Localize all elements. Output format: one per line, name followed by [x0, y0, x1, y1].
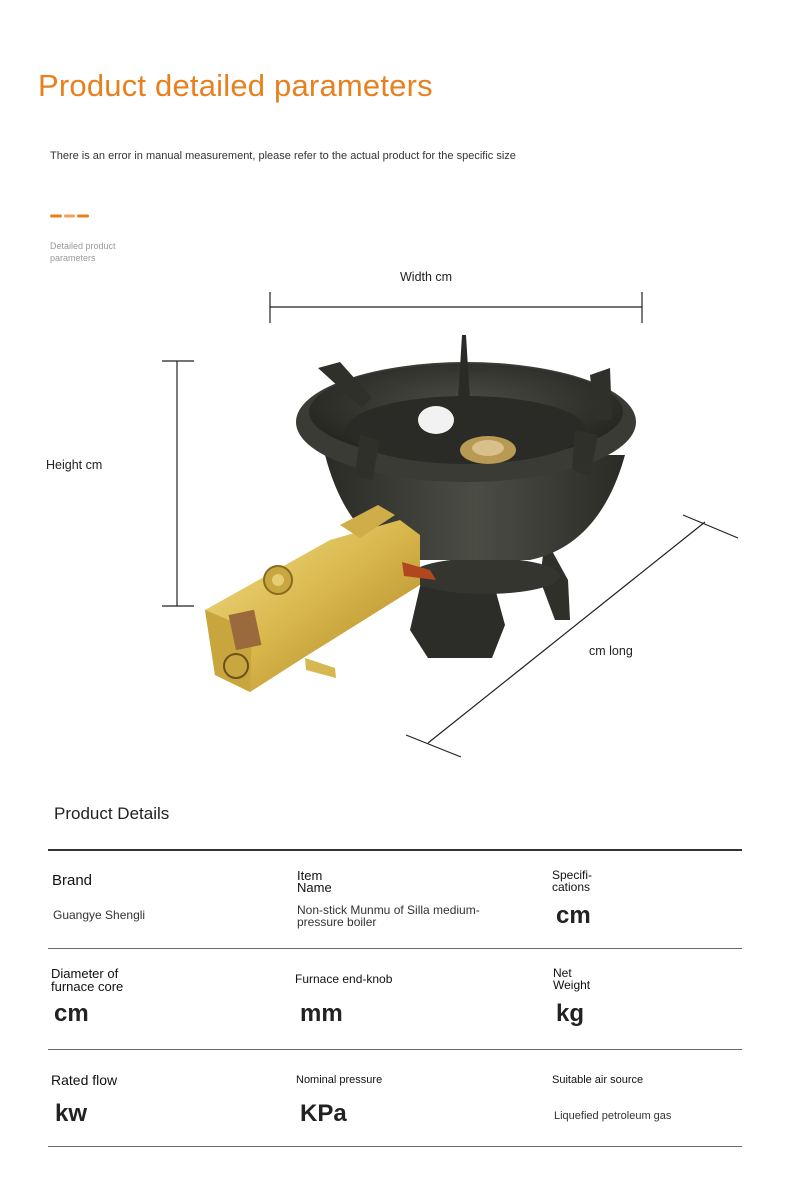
net-weight-label: Net Weight [553, 966, 591, 992]
item-name-label: Item Name [297, 868, 332, 895]
net-weight-value: kg [556, 1000, 585, 1027]
brand-value: Guangye Shengli [53, 908, 146, 922]
section-label: Detailed product parameters [50, 241, 116, 263]
product-details-title: Product Details [54, 804, 170, 823]
width-label: Width cm [400, 270, 453, 284]
page-title: Product detailed parameters [38, 68, 433, 103]
height-label: Height cm [46, 458, 103, 472]
table-row-divider [48, 948, 742, 949]
width-dimension-line [270, 292, 642, 323]
furnace-core-diameter-value: cm [54, 1000, 89, 1027]
specifications-value: cm [556, 902, 591, 929]
table-row-divider [48, 1049, 742, 1050]
item-name-value: Non-stick Munmu of Silla medium-pressure boiler [297, 903, 480, 929]
stove-diagram [0, 280, 790, 770]
height-dimension-line [162, 361, 194, 606]
measurement-note: There is an error in manual measurement, please refer to the actual product for the specific size [50, 150, 516, 162]
nominal-pressure-label: Nominal pressure [296, 1074, 383, 1086]
furnace-end-knob-value: mm [300, 1000, 343, 1027]
length-label: cm long [589, 644, 633, 658]
furnace-end-knob-label: Furnace end-knob [295, 972, 393, 986]
air-source-label: Suitable air source [552, 1074, 644, 1086]
table-top-rule [48, 849, 742, 851]
orange-dash-decoration [50, 214, 90, 218]
brand-label: Brand [52, 872, 93, 889]
brass-valve-assembly [205, 505, 436, 692]
table-bottom-rule [48, 1146, 742, 1147]
nominal-pressure-value: KPa [300, 1100, 347, 1127]
rated-flow-label: Rated flow [51, 1072, 118, 1088]
specifications-label: Specifi-cations [552, 868, 593, 894]
air-source-value: Liquefied petroleum gas [554, 1110, 672, 1122]
rated-flow-value: kw [55, 1100, 88, 1127]
furnace-core-diameter-label: Diameter of furnace core [51, 966, 124, 994]
